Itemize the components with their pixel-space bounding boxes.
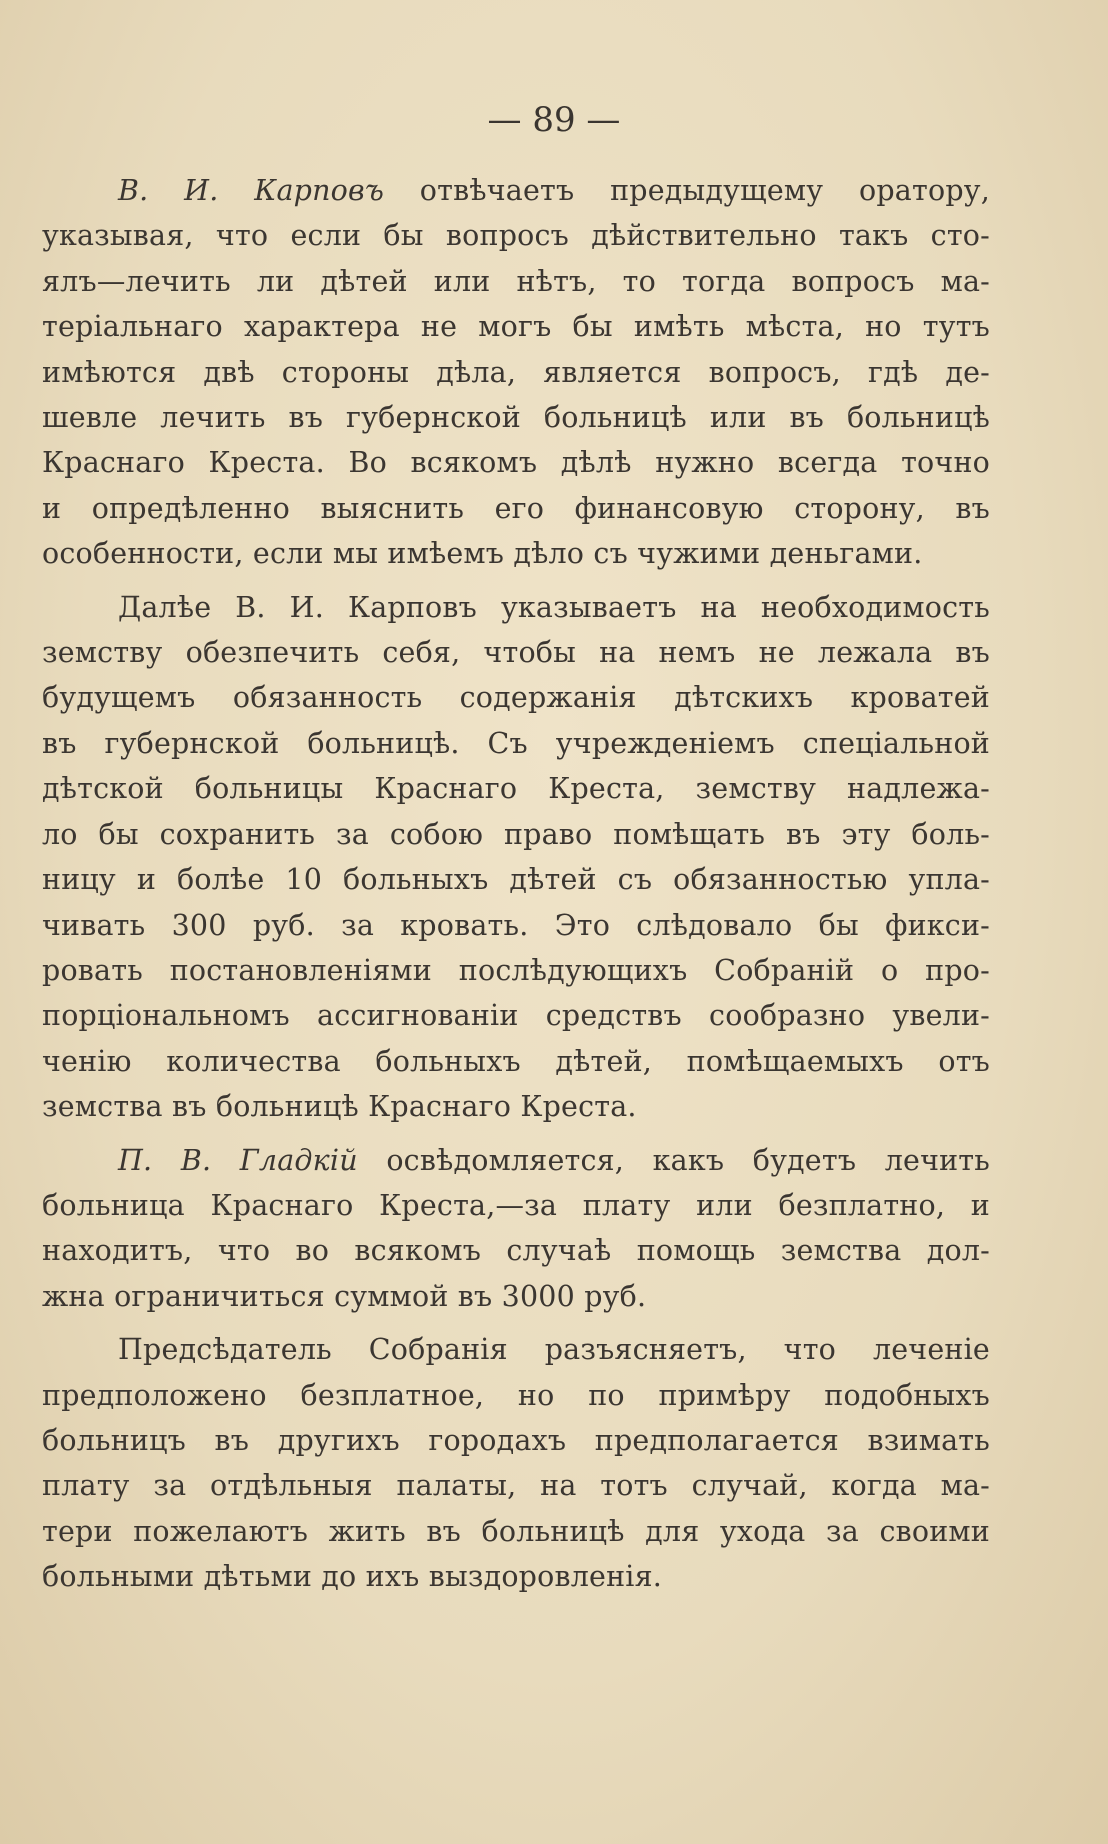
text-line: ченію количества больныхъ дѣтей, помѣщаемыхъ отъ	[42, 1044, 990, 1078]
text-line: чивать 300 руб. за кровать. Это слѣдовало бы фикси-	[42, 908, 990, 942]
text-line: Далѣе В. И. Карповъ указываетъ на необходимость	[118, 590, 990, 624]
text-line: тери пожелаютъ жить въ больницѣ для ухода за своими	[42, 1514, 990, 1548]
text-line: Предсѣдатель Собранія разъясняетъ, что леченіе	[118, 1333, 990, 1367]
text-line: Краснаго Креста. Во всякомъ дѣлѣ нужно всегда точно	[42, 446, 990, 480]
text-line: ялъ—лечить ли дѣтей или нѣтъ, то тогда вопросъ ма-	[42, 264, 990, 298]
text-line: земства въ больницѣ Краснаго Креста.	[42, 1090, 637, 1124]
text-line: жна ограничиться суммой въ 3000 руб.	[42, 1279, 647, 1313]
text-line: плату за отдѣльныя палаты, на тотъ случай, когда ма-	[42, 1469, 990, 1503]
text-line: имѣются двѣ стороны дѣла, является вопросъ, гдѣ де-	[42, 355, 990, 389]
paragraph-2	[42, 585, 990, 1130]
paragraph-3	[42, 1138, 990, 1320]
speaker-name: П. В. Гладкій	[118, 1143, 358, 1177]
text-line: шевле лечить въ губернской больницѣ или въ больницѣ	[42, 401, 990, 435]
text-line: предположено безплатное, но по примѣру подобныхъ	[42, 1378, 990, 1412]
text-line: въ губернской больницѣ. Съ учрежденіемъ спеціальной	[42, 726, 990, 760]
text-line: и опредѣленно выяснить его финансовую сторону, въ	[42, 491, 990, 525]
text-line: особенности, если мы имѣемъ дѣло съ чужими деньгами.	[42, 537, 923, 571]
text-line: порціональномъ ассигнованіи средствъ сообразно увели-	[42, 999, 990, 1033]
text-line: больницъ въ другихъ городахъ предполагается взимать	[42, 1423, 990, 1457]
text-line: ницу и болѣе 10 больныхъ дѣтей съ обязанностью упла-	[42, 863, 990, 897]
text-line: больными дѣтьми до ихъ выздоровленія.	[42, 1560, 663, 1594]
page-number: — 89 —	[487, 100, 621, 140]
text-line: земству обезпечить себя, чтобы на немъ не лежала въ	[42, 636, 990, 670]
body-text	[42, 168, 990, 1600]
text-line: находитъ, что во всякомъ случаѣ помощь земства дол-	[42, 1234, 990, 1268]
text-line: ровать постановленіями послѣдующихъ Собраній о про-	[42, 953, 990, 987]
text-line: будущемъ обязанность содержанія дѣтскихъ кроватей	[42, 681, 990, 715]
text-line: теріальнаго характера не могъ бы имѣть мѣста, но тутъ	[42, 310, 990, 344]
text-line: ло бы сохранить за собою право помѣщать въ эту боль-	[42, 817, 990, 851]
text-line: дѣтской больницы Краснаго Креста, земству надлежа-	[42, 772, 990, 806]
speaker-name: В. И. Карповъ	[118, 174, 385, 207]
text-line: П. В. Гладкій освѣдомляется, какъ будетъ лечить	[118, 1143, 990, 1177]
paragraph-4	[42, 1327, 990, 1599]
paragraph-1	[42, 168, 990, 577]
text-line: указывая, что если бы вопросъ дѣйствительно такъ сто-	[42, 219, 990, 253]
text-line: В. И. Карповъ отвѣчаетъ предыдущему оратору,	[118, 174, 990, 207]
text-line: больница Краснаго Креста,—за плату или безплатно, и	[42, 1188, 990, 1222]
